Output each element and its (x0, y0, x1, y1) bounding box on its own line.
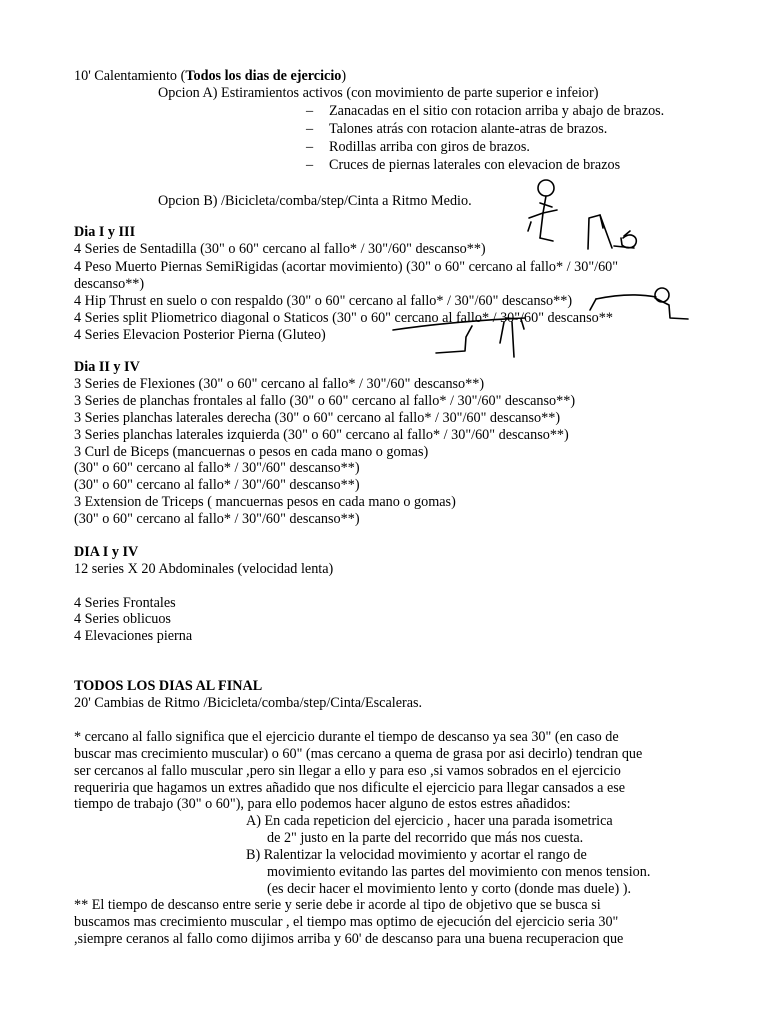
warmup-bullet: Zanacadas en el sitio con rotacion arriba y abajo de brazos. (329, 103, 665, 119)
day2-line: 3 Series de planchas frontales al fallo (30" o 60" cercano al fallo* / 30"/60" descanso**) (74, 393, 576, 409)
lunge-figure-sketch (528, 180, 557, 241)
note-option-b-cont: (es decir hacer el movimiento lento y corto (donde mas duele) ). (267, 881, 632, 897)
bullet-dash: – (306, 157, 314, 173)
final-line: 20' Cambias de Ritmo /Bicicleta/comba/step/Cinta/Escaleras. (74, 695, 423, 711)
abs-main: 12 series X 20 Abdominales (velocidad lenta) (74, 561, 334, 577)
abs-heading: DIA I y IV (74, 544, 139, 560)
abs-item: 4 Series oblicuos (74, 611, 171, 627)
day1-line: 4 Series Elevacion Posterior Pierna (Gluteo) (74, 327, 326, 343)
note-line: tiempo de trabajo (30" o 60"), para ello podemos hacer alguno de estos estres añadidos: (74, 796, 571, 812)
day2-line: 3 Series planchas laterales derecha (30" o 60" cercano al fallo* / 30"/60" descanso**) (74, 410, 561, 426)
day2-line: 3 Series de Flexiones (30" o 60" cercano al fallo* / 30"/60" descanso**) (74, 376, 485, 392)
warmup-option-b: Opcion B) /Bicicleta/comba/step/Cinta a Ritmo Medio. (158, 193, 472, 209)
abs-item: 4 Elevaciones pierna (74, 628, 193, 644)
note-option-a-cont: de 2" justo en la parte del recorrido que más nos cuesta. (267, 830, 584, 846)
note-option-b-cont: movimiento evitando las partes del movimiento con menos tension. (267, 864, 651, 880)
note-line: buscamos mas crecimiento muscular , el tiempo mas optimo de ejecución del ejercicio seria 30" (74, 914, 619, 930)
note-line: * cercano al fallo significa que el ejercicio durante el tiempo de descanso ya sea 30" (en caso de (74, 729, 619, 745)
day1-line: 4 Series split Pliometrico diagonal o Staticos (30" o 60" cercano al fallo* / 30"/60" descanso** (74, 310, 613, 326)
warmup-bullet: Rodillas arriba con giros de brazos. (329, 139, 530, 155)
note-line: ser cercanos al fallo muscular ,pero sin llegar a ello y para eso ,si vamos sobrados en el ejercicio (74, 763, 621, 779)
abs-item: 4 Series Frontales (74, 595, 176, 611)
warmup-option-a: Opcion A) Estiramientos activos (con movimiento de parte superior e infeior) (158, 85, 599, 101)
note-line: requeriria que hagamos un extres añadido que nos dificulte el ejercicio para llegar cansados a ese (74, 780, 626, 796)
note-line: ** El tiempo de descanso entre serie y serie debe ir acorde al tipo de objetivo que se busca si (74, 897, 601, 913)
day1-line: 4 Hip Thrust en suelo o con respaldo (30" o 60" cercano al fallo* / 30"/60" descanso**) (74, 293, 573, 309)
bullet-dash: – (306, 103, 314, 119)
day2-line: 3 Extension de Triceps ( mancuernas pesos en cada mano o gomas) (74, 494, 456, 510)
day2-line: (30" o 60" cercano al fallo* / 30"/60" descanso**) (74, 511, 360, 527)
leg-elevation-figure-sketch (588, 215, 636, 249)
bullet-dash: – (306, 139, 314, 155)
warmup-title: 10' Calentamiento (Todos los dias de ejercicio) (74, 68, 347, 84)
day2-line: (30" o 60" cercano al fallo* / 30"/60" descanso**) (74, 460, 360, 476)
day1-line: descanso**) (74, 276, 145, 292)
day2-line: (30" o 60" cercano al fallo* / 30"/60" descanso**) (74, 477, 360, 493)
warmup-bullet: Cruces de piernas laterales con elevacion de brazos (329, 157, 621, 173)
note-option-b: B) Ralentizar la velocidad movimiento y acortar el rango de (246, 847, 587, 863)
day1-line: 4 Series de Sentadilla (30" o 60" cercano al fallo* / 30"/60" descanso**) (74, 241, 486, 257)
day1-line: 4 Peso Muerto Piernas SemiRigidas (acortar movimiento) (30" o 60" cercano al fallo* / 30"/60" (74, 259, 619, 275)
note-line: buscar mas crecimiento muscular) o 60" (mas cercano a quema de grasa por asi decirlo) tendran que (74, 746, 643, 762)
day2-heading: Dia II y IV (74, 359, 140, 375)
note-line: ,siempre ceranos al fallo como dijimos arriba y 60' de descanso para una buena recuperacion que (74, 931, 624, 947)
day2-line: 3 Curl de Biceps (mancuernas o pesos en cada mano o gomas) (74, 444, 429, 460)
warmup-bullet: Talones atrás con rotacion alante-atras de brazos. (329, 121, 608, 137)
note-option-a: A) En cada repeticion del ejercicio , hacer una parada isometrica (246, 813, 613, 829)
day2-line: 3 Series planchas laterales izquierda (30" o 60" cercano al fallo* / 30"/60" descanso**) (74, 427, 569, 443)
day1-heading: Dia I y III (74, 224, 136, 240)
bullet-dash: – (306, 121, 314, 137)
final-heading: TODOS LOS DIAS AL FINAL (74, 678, 263, 694)
